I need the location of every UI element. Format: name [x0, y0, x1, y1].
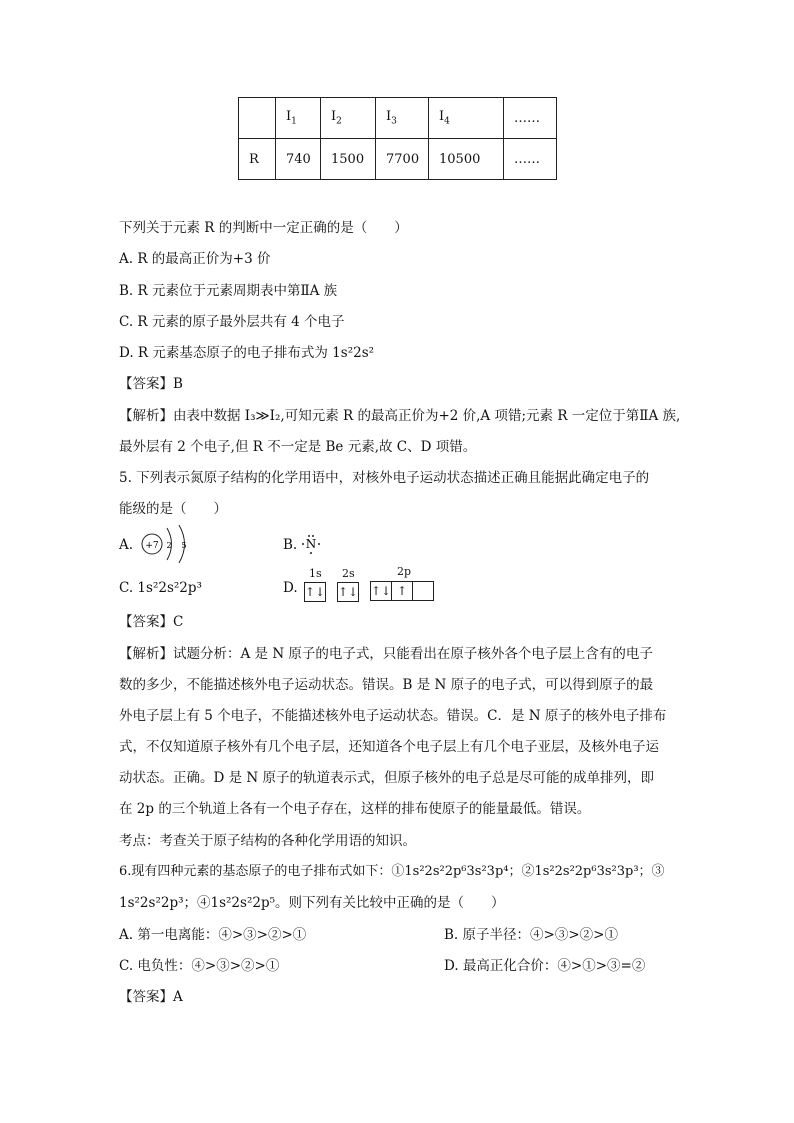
nitrogen-symbol: N — [305, 537, 317, 551]
electron-dot-structure — [300, 532, 324, 556]
q6-option-d: D. 最高正化合价：④>①>③=② — [444, 958, 646, 974]
q6-option-b: B. 原子半径：④>③>②>① — [444, 927, 618, 943]
orbital-box: ↑↓ — [370, 581, 392, 601]
q6-stem-line2: 1s²2s²2p³；④1s²2s²2p⁵。则下列有关比较中正确的是（ ） — [119, 895, 505, 911]
atomic-structure-diagram — [138, 522, 198, 566]
q5-analysis-line: 式，不仅知道原子核外有几个电子层，还知道各个电子层上有几个电子亚层，及核外电子运 — [119, 739, 659, 755]
q5-kaodian: 考点：考查关于原子结构的各种化学用语的知识。 — [119, 833, 416, 849]
table-cell: 1500 — [321, 139, 376, 180]
q5-analysis-line: 外电子层上有 5 个电子，不能描述核外电子运动状态。错误。C．是 N 原子的核外电子排布 — [119, 708, 667, 724]
q4-option-a: A. R 的最高正价为+3 价 — [119, 251, 271, 267]
orbital-box — [413, 581, 434, 601]
nucleus-charge: +7 — [145, 541, 159, 551]
q5-analysis-line: 动状态。正确。D 是 N 原子的轨道表示式，但原子核外的电子总是尽可能的成单排列，即 — [119, 770, 655, 786]
table-cell: 7700 — [376, 139, 429, 180]
shell-1-electrons: 2 — [166, 541, 172, 550]
ionization-energy-table — [238, 97, 557, 180]
q5-stem-line2: 能级的是（ ） — [119, 501, 227, 517]
orbital-2s-label: 2s — [342, 567, 355, 580]
table-cell: $I_3$ — [376, 98, 429, 139]
orbital-box: ↑↓ — [304, 582, 326, 602]
q5-option-c: C. 1s²2s²2p³ — [119, 580, 202, 596]
orbital-2p-boxes — [370, 581, 434, 601]
q5-answer: 【答案】C — [119, 614, 184, 630]
q6-answer: 【答案】A — [119, 989, 183, 1005]
table-cell: …… — [504, 139, 557, 180]
q4-option-b: B. R 元素位于元素周期表中第ⅡA 族 — [119, 283, 338, 299]
q6-option-a: A. 第一电离能：④>③>②>① — [119, 927, 307, 943]
q4-answer: 【答案】B — [119, 376, 183, 392]
q4-analysis-line1: 【解析】由表中数据 I₃≫I₂,可知元素 R 的最高正价为+2 价,A 项错;元素 R 一定位于第ⅡA 族, — [119, 408, 681, 424]
table-cell: 10500 — [429, 139, 504, 180]
q4-option-d: D. R 元素基态原子的电子排布式为 1s²2s² — [119, 345, 375, 361]
q5-option-a-label: A. — [119, 537, 134, 553]
orbital-2s-box — [337, 581, 359, 602]
q6-stem-line1: 6.现有四种元素的基态原子的电子排布式如下：①1s²2s²2p⁶3s²3p⁴；②1s²2s²2p⁶3s²3p³；③ — [119, 864, 665, 879]
q5-option-d-label: D. — [283, 580, 298, 596]
table-cell — [239, 98, 276, 139]
table-row — [239, 139, 557, 180]
orbital-2p-label: 2p — [397, 565, 412, 578]
q4-analysis-line2: 最外层有 2 个电子,但 R 不一定是 Be 元素,故 C、D 项错。 — [119, 439, 477, 455]
table-header-row — [239, 98, 557, 139]
shell-2-electrons: 5 — [181, 541, 187, 550]
orbital-1s-box — [304, 581, 326, 602]
orbital-1s-label: 1s — [309, 567, 322, 580]
table-cell: $I_1$ — [276, 98, 321, 139]
q4-stem: 下列关于元素 R 的判断中一定正确的是（ ） — [119, 220, 408, 236]
table-cell: R — [239, 139, 276, 180]
q5-analysis-line: 在 2p 的三个轨道上各有一个电子存在，这样的排布使原子的能量最低。错误。 — [119, 801, 591, 817]
q4-option-c: C. R 元素的原子最外层共有 4 个电子 — [119, 314, 345, 330]
orbital-box: ↑↓ — [337, 582, 359, 602]
q6-option-c: C. 电负性：④>③>②>① — [119, 958, 280, 974]
table-cell: …… — [504, 98, 557, 139]
table-cell: 740 — [276, 139, 321, 180]
table-cell: $I_4$ — [429, 98, 504, 139]
q5-stem-line1: 5. 下列表示氮原子结构的化学用语中，对核外电子运动状态描述正确且能据此确定电子的 — [119, 470, 650, 486]
q5-option-b-label: B. — [283, 537, 298, 553]
q5-analysis-line: 数的多少，不能描述核外电子运动状态。错误。B 是 N 原子的电子式，可以得到原子的最 — [119, 677, 654, 693]
table-cell: $I_2$ — [321, 98, 376, 139]
orbital-box: ↑ — [392, 581, 413, 601]
q5-analysis-line: 【解析】试题分析：A 是 N 原子的电子式，只能看出在原子核外各个电子层上含有的电子 — [119, 646, 653, 662]
